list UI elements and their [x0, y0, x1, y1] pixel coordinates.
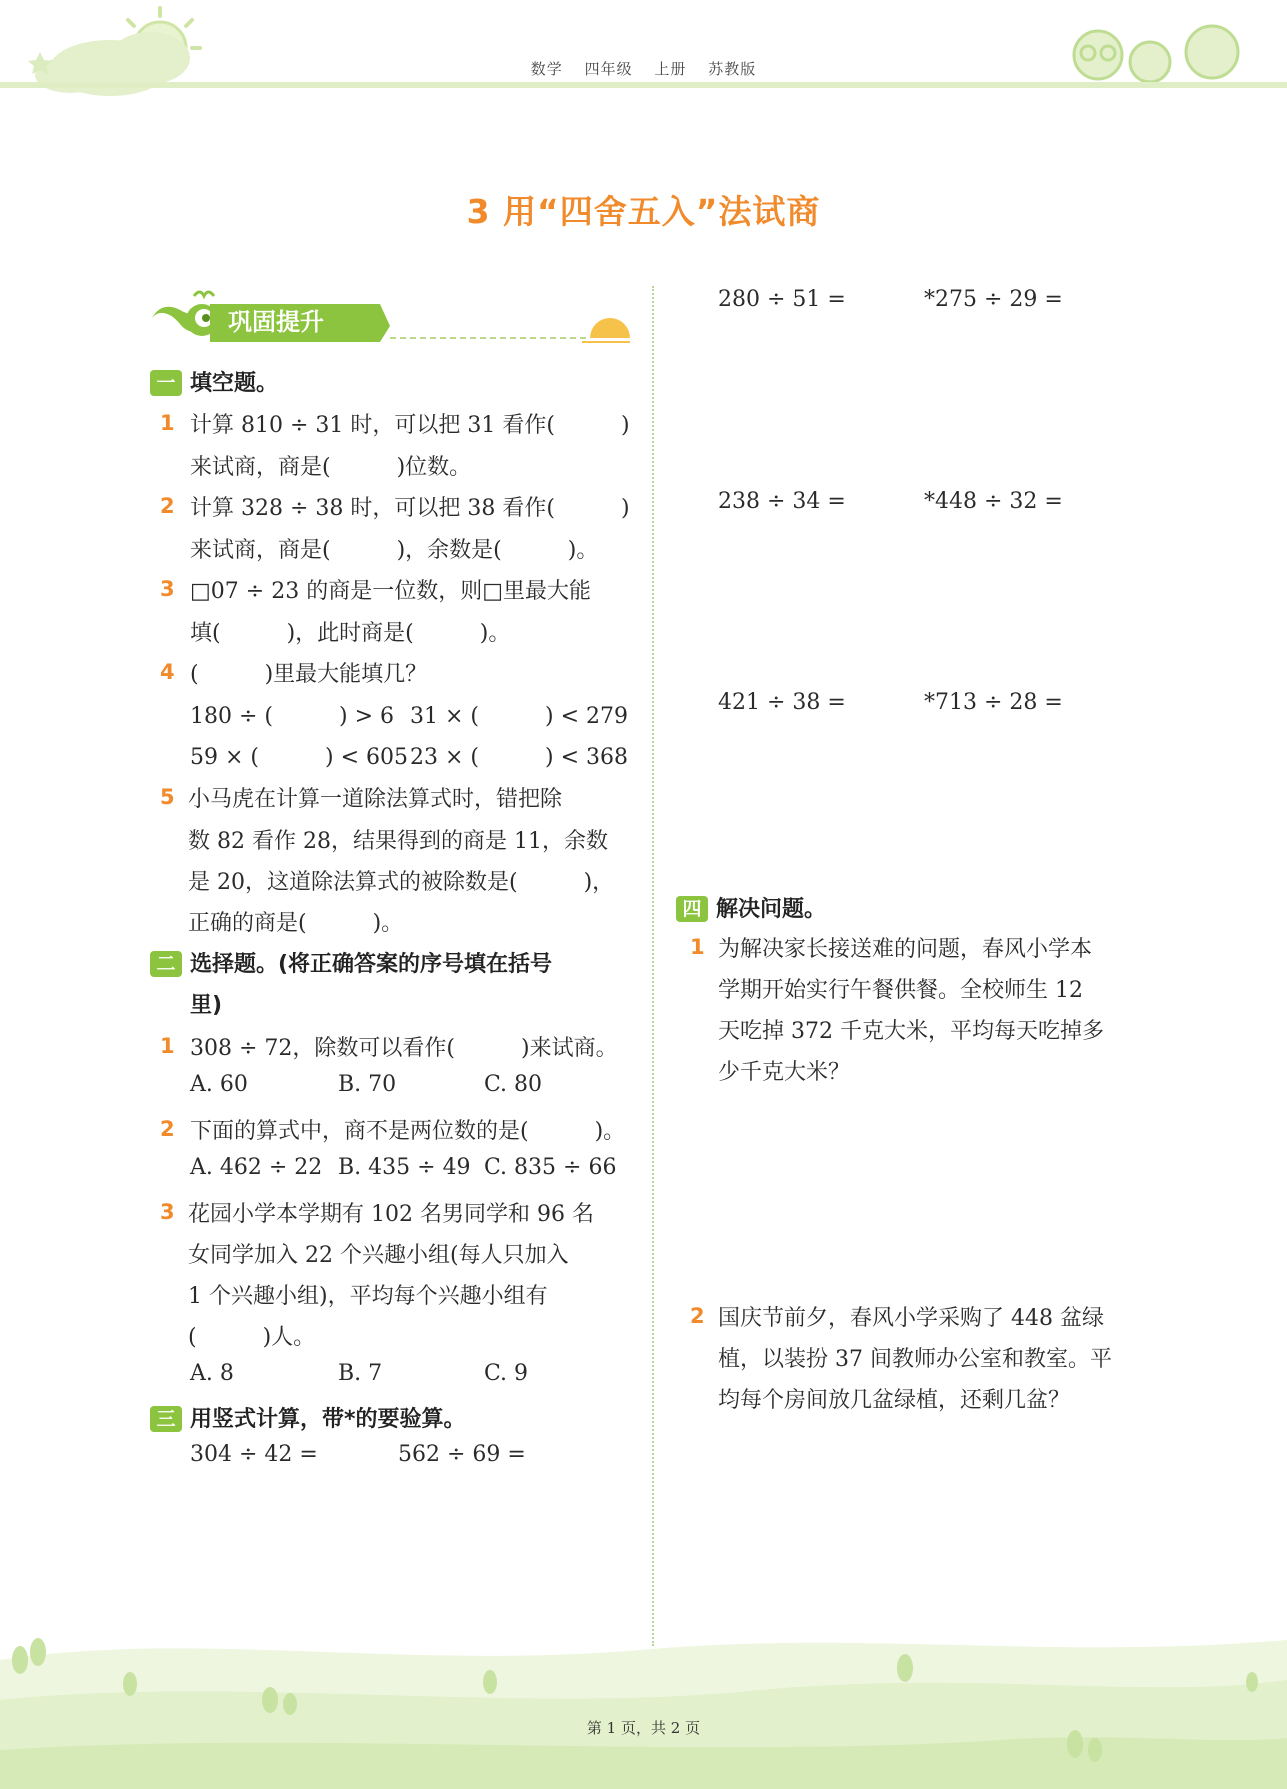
- s1-q4-row1-a: 180 ÷ ( ) > 6: [190, 704, 394, 729]
- s2-q3-option: B. 7: [338, 1361, 383, 1386]
- s4-q1-line: 少千克大米？: [718, 1060, 851, 1085]
- s1-q4-row2-a: 59 × ( ) < 605: [190, 745, 408, 770]
- s2-q3-option: A. 8: [190, 1361, 234, 1386]
- s1-q2-number: 2: [160, 494, 175, 518]
- section-1-title: 填空题。: [190, 371, 279, 396]
- header-info: [0, 58, 1287, 79]
- section-4-badge: 四: [676, 896, 708, 922]
- section-3-heading: [150, 1402, 466, 1433]
- page-title: 3 用“四舍五入”法试商: [466, 192, 821, 231]
- section-4-heading: [676, 892, 826, 923]
- s2-q3-number: 3: [160, 1200, 175, 1224]
- s3-expression: *275 ÷ 29 =: [924, 287, 1063, 312]
- s2-q1-option: A. 60: [190, 1072, 248, 1097]
- footer-landscape: [0, 1620, 1287, 1789]
- sunset-icon: [582, 318, 630, 342]
- s4-q2-line: 均每个房间放几盆绿植，还剩几盆？: [718, 1388, 1071, 1413]
- section-banner: [150, 286, 630, 346]
- s1-q5-line: 正确的商是( )。: [188, 911, 404, 936]
- s2-q1-option: B. 70: [338, 1072, 397, 1097]
- s2-q3-option: C. 9: [484, 1361, 529, 1386]
- s2-q3-line: ( )人。: [188, 1325, 316, 1350]
- s2-q2-option: B. 435 ÷ 49: [338, 1155, 471, 1180]
- s1-q1-number: 1: [160, 411, 175, 435]
- s4-q2-number: 2: [690, 1304, 705, 1328]
- s3-expression: 238 ÷ 34 =: [718, 489, 846, 514]
- s2-q1-text: 308 ÷ 72，除数可以看作( )来试商。: [190, 1036, 618, 1061]
- s3-expression: *713 ÷ 28 =: [924, 690, 1063, 715]
- s1-q5-line: 小马虎在计算一道除法算式时，错把除: [188, 787, 563, 812]
- section-4-title: 解决问题。: [716, 897, 827, 922]
- s1-q3-line: □07 ÷ 23 的商是一位数，则□里最大能: [190, 579, 591, 604]
- header-grade: 四年级: [584, 60, 633, 78]
- s2-q3-line: 女同学加入 22 个兴趣小组(每人只加入: [188, 1243, 569, 1268]
- header-edition: 苏教版: [708, 60, 757, 78]
- header-volume: 上册: [654, 60, 687, 78]
- s2-q2-option: A. 462 ÷ 22: [190, 1155, 323, 1180]
- s4-q2-line: 植，以装扮 37 间教师办公室和教室。平: [718, 1347, 1112, 1372]
- s2-q3-line: 花园小学本学期有 102 名男同学和 96 名: [188, 1202, 594, 1227]
- s1-q4-line: ( )里最大能填几？: [190, 662, 428, 687]
- s1-q2-line: 计算 328 ÷ 38 时，可以把 38 看作( ): [190, 496, 630, 521]
- section-1-badge: 一: [150, 370, 182, 396]
- s4-q1-line: 学期开始实行午餐供餐。全校师生 12: [718, 978, 1083, 1003]
- section-1-heading: [150, 366, 278, 397]
- s1-q2-line: 来试商，商是( )，余数是( )。: [190, 538, 599, 563]
- section-3-badge: 三: [150, 1406, 182, 1432]
- s1-q1-line: 来试商，商是( )位数。: [190, 455, 472, 480]
- s4-q1-line: 为解决家长接送难的问题，春风小学本: [718, 937, 1093, 962]
- s2-q1-number: 1: [160, 1034, 175, 1058]
- s2-q2-option: C. 835 ÷ 66: [484, 1155, 617, 1180]
- s1-q4-row2-b: 23 × ( ) < 368: [410, 745, 628, 770]
- s2-q1-option: C. 80: [484, 1072, 543, 1097]
- s3-expression: *448 ÷ 32 =: [924, 489, 1063, 514]
- s3-expression: 562 ÷ 69 =: [398, 1442, 526, 1467]
- s1-q4-number: 4: [160, 660, 175, 684]
- column-divider: [652, 286, 654, 1646]
- s4-q1-line: 天吃掉 372 千克大米，平均每天吃掉多: [718, 1019, 1104, 1044]
- s1-q3-line: 填( )，此时商是( )。: [190, 621, 511, 646]
- s3-expression: 304 ÷ 42 =: [190, 1442, 318, 1467]
- s3-expression: 421 ÷ 38 =: [718, 690, 846, 715]
- s1-q1-line: 计算 810 ÷ 31 时，可以把 31 看作( ): [190, 413, 630, 438]
- section-2-badge: 二: [150, 951, 182, 977]
- section-2-heading: [150, 947, 552, 978]
- section-2-title: 选择题。(将正确答案的序号填在括号: [190, 952, 553, 977]
- s2-q2-number: 2: [160, 1117, 175, 1141]
- s1-q5-line: 数 82 看作 28，结果得到的商是 11，余数: [188, 829, 608, 854]
- s4-q2-line: 国庆节前夕，春风小学采购了 448 盆绿: [718, 1306, 1104, 1331]
- s4-q1-number: 1: [690, 935, 705, 959]
- page-number: 第 1 页，共 2 页: [586, 1719, 701, 1737]
- s1-q4-row1-b: 31 × ( ) < 279: [410, 704, 628, 729]
- section-3-title: 用竖式计算，带*的要验算。: [190, 1407, 466, 1432]
- s1-q3-number: 3: [160, 577, 175, 601]
- banner-label: 巩固提升: [228, 308, 324, 336]
- s1-q5-line: 是 20，这道除法算式的被除数是( )，: [188, 870, 615, 895]
- s2-q3-line: 1 个兴趣小组)，平均每个兴趣小组有: [188, 1284, 548, 1309]
- s2-q2-text: 下面的算式中，商不是两位数的是( )。: [190, 1119, 626, 1144]
- section-2-heading-cont: 里): [190, 993, 223, 1018]
- s1-q5-number: 5: [160, 785, 175, 809]
- header-rule: [0, 82, 1287, 88]
- header-subject: 数学: [530, 60, 563, 78]
- s3-expression: 280 ÷ 51 =: [718, 287, 846, 312]
